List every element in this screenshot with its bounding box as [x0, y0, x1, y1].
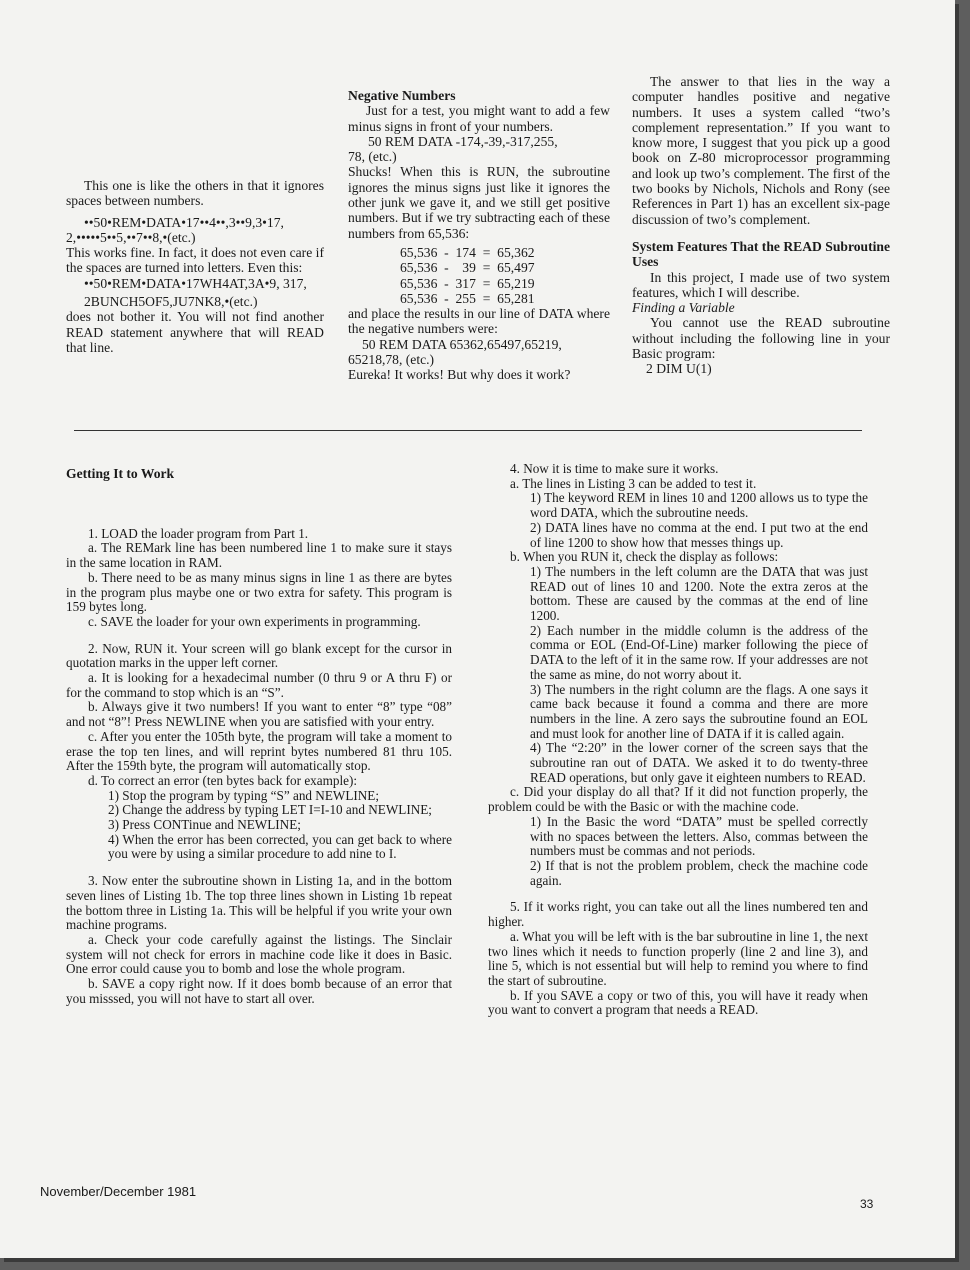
- list-item: 4) When the error has been corrected, you can get back to where you were by using a similar procedure to add nine to I.: [108, 831, 452, 862]
- paragraph: You cannot use the READ subroutine without including the following line in your Basic program:: [632, 315, 890, 362]
- bottom-column-left: [66, 467, 452, 1007]
- issue-date: November/December 1981: [40, 1184, 197, 1199]
- list-item: d. To correct an error (ten bytes back for example):: [88, 772, 358, 788]
- list-item: 1. LOAD the loader program from Part 1.: [88, 525, 309, 541]
- calc-line: 65,536 - 255 = 65,281: [400, 290, 535, 306]
- list-item: c. Did your display do all that? If it did not function properly, the problem could be with the Basic or with the machine code.: [488, 784, 868, 815]
- list-item: b. If you SAVE a copy or two of this, you will have it ready when you want to convert a program that needs a READ.: [488, 987, 868, 1018]
- list-item: a. It is looking for a hexadecimal number (0 thru 9 or A thru F) or for the command to stop which is an “S”.: [66, 670, 452, 700]
- list-item: 2) Change the address by typing LET I=I-10 and NEWLINE;: [108, 802, 432, 818]
- paragraph: Eureka! It works! But why does it work?: [348, 367, 571, 383]
- list-item: 5. If it works right, you can take out all the lines numbered ten and higher.: [488, 899, 868, 930]
- code-line: ••50•REM•DATA•17••4••,3••9,3•17, 2,•••••5••5,••7••8,•(etc.): [66, 214, 284, 245]
- code-line: 65218,78, (etc.): [348, 352, 435, 368]
- list-item: b. Always give it two numbers! If you want to enter “8” type “08” and not “8”! Press NEWLINE when you are satisfied with your entry.: [66, 699, 452, 730]
- top-column-3: [632, 74, 890, 377]
- list-item: b. There need to be as many minus signs in line 1 as there are bytes in the program plus maybe one or two extra for safety. This program is 159 bytes long.: [66, 569, 452, 615]
- list-item: c. After you enter the 105th byte, the program will take a moment to erase the top ten lines, and will reprint bytes numbered 81 thru 105. After the 159th byte, the program will automatically stop.: [66, 728, 452, 774]
- list-item: a. What you will be left with is the bar subroutine in line 1, the next two lines which it needs to function properly (line 2 and line 3), and line 5, which is not essential but will help to remind you where to find the start of subroutine.: [488, 928, 868, 988]
- paragraph: This one is like the others in that it ignores spaces between numbers.: [66, 178, 324, 209]
- list-item: 1) In the Basic the word “DATA” must be spelled correctly with no spaces between the letters. Also, commas between the numbers must be commas and not periods.: [530, 813, 868, 859]
- list-item: a. The lines in Listing 3 can be added to test it.: [510, 475, 757, 491]
- top-column-2: [348, 88, 610, 383]
- list-item: 4. Now it is time to make sure it works.: [510, 461, 719, 476]
- spacer: [66, 630, 452, 642]
- list-item: 2) If that is not the problem problem, check the machine code again.: [530, 857, 868, 888]
- code-line: 50 REM DATA -174,-39,-317,255,: [368, 133, 558, 149]
- paragraph: does not bother it. You will not find another READ statement anywhere that will READ that line.: [66, 309, 324, 355]
- paragraph: Just for a test, you might want to add a few minus signs in front of your numbers.: [348, 103, 610, 134]
- list-item: 3) Press CONTinue and NEWLINE;: [108, 817, 301, 833]
- paragraph: and place the results in our line of DATA where the negative numbers were:: [348, 306, 610, 337]
- code-line: 78, (etc.): [348, 149, 397, 165]
- paragraph: This works fine. In fact, it does not even care if the spaces are turned into letters. Even this:: [66, 245, 324, 276]
- calc-line: 65,536 - 317 = 65,219: [400, 275, 535, 291]
- code-line: 2 DIM U(1): [646, 361, 712, 377]
- list-item: 2) DATA lines have no comma at the end. I put two at the end of line 1200 to show how that messes things up.: [530, 519, 868, 550]
- section-heading: System Features That the READ Subroutine Uses: [632, 238, 890, 270]
- list-item: 1) The keyword REM in lines 10 and 1200 allows us to type the word DATA, which the subroutine needs.: [530, 490, 868, 521]
- list-item: 2) Each number in the middle column is the address of the comma or EOL (End-Of-Line) marker following the piece of DATA to the left of it in the same row. If your addresses are not the same as mine, do not worry about it.: [530, 622, 868, 682]
- section-heading: Getting It to Work: [66, 466, 175, 481]
- subheading: Finding a Variable: [632, 300, 735, 316]
- list-item: 2. Now, RUN it. Your screen will go blank except for the cursor in quotation marks in the upper left corner.: [66, 640, 452, 671]
- list-item: b. SAVE a copy right now. If it does bomb because of an error that you misssed, you will not have to start all over.: [66, 976, 452, 1006]
- code-line: ••50•REM•DATA•17WH4AT,3A•9, 317,: [84, 275, 307, 291]
- horizontal-divider: [74, 430, 862, 431]
- code-line: 2BUNCH5OF5,JU7NK8,•(etc.): [84, 294, 258, 310]
- list-item: 3) The numbers in the right column are the flags. A one says it came back because it found a comma and there are more numbers in the line. A zero says the subroutine found an EOL and must look for another line of DATA if it is called again.: [530, 681, 868, 741]
- calc-line: 65,536 - 174 = 65,362: [400, 244, 535, 260]
- list-item: a. The REMark line has been numbered line 1 to make sure it stays in the same location in RAM.: [66, 540, 452, 571]
- list-item: a. Check your code carefully against the listings. The Sinclair system will not check for errors in machine code like it does in Basic. One error could cause you to bomb and lose the whole program.: [66, 931, 452, 977]
- list-item: 3. Now enter the subroutine shown in Listing 1a, and in the bottom seven lines of Listing 1b. The top three lines shown in Listing 1b repeat the bottom three in Listing 1a. This will be helpful if you write your own machine programs.: [66, 873, 452, 933]
- code-line: 50 REM DATA 65362,65497,65219,: [362, 336, 562, 352]
- list-item: c. SAVE the loader for your own experiments in programming.: [88, 613, 421, 629]
- list-item: 1) The numbers in the left column are the DATA that was just READ out of lines 10 and 1200. Note the extra zeros at the bottom. These are caused by the commas at the end of line 1200.: [530, 563, 868, 624]
- page-number: 33: [860, 1197, 874, 1211]
- list-item: b. When you RUN it, check the display as follows:: [510, 549, 779, 565]
- calc-line: 65,536 - 39 = 65,497: [400, 260, 535, 276]
- list-item: 1) Stop the program by typing “S” and NEWLINE;: [108, 787, 380, 803]
- top-column-1: [66, 178, 324, 355]
- paragraph: The answer to that lies in the way a computer handles positive and negative numbers. It uses a system called “two’s complement representation.” If you want to know more, I suggest that you pick up a good book on Z-80 microprocessor programming and look up two’s complement. The first of the two books by Nichols, Nichols and Rony (see References in Part 1) has an excellent six-page discussion of two’s complement.: [632, 74, 890, 227]
- section-heading: Negative Numbers: [348, 88, 456, 103]
- paragraph: In this project, I made use of two system features, which I will describe.: [632, 269, 890, 300]
- paragraph: Shucks! When this is RUN, the subroutine ignores the minus signs just like it ignores the other junk we gave it, and we still get positive numbers. But if we try subtracting each of these numbers from 65,536:: [348, 164, 610, 241]
- list-item: 4) The “2:20” in the lower corner of the screen says that the subroutine ran out of DATA. We asked it to do twenty-three READ operations, but only gave it eighteen numbers to READ.: [530, 740, 868, 785]
- bottom-column-right: [488, 462, 868, 1018]
